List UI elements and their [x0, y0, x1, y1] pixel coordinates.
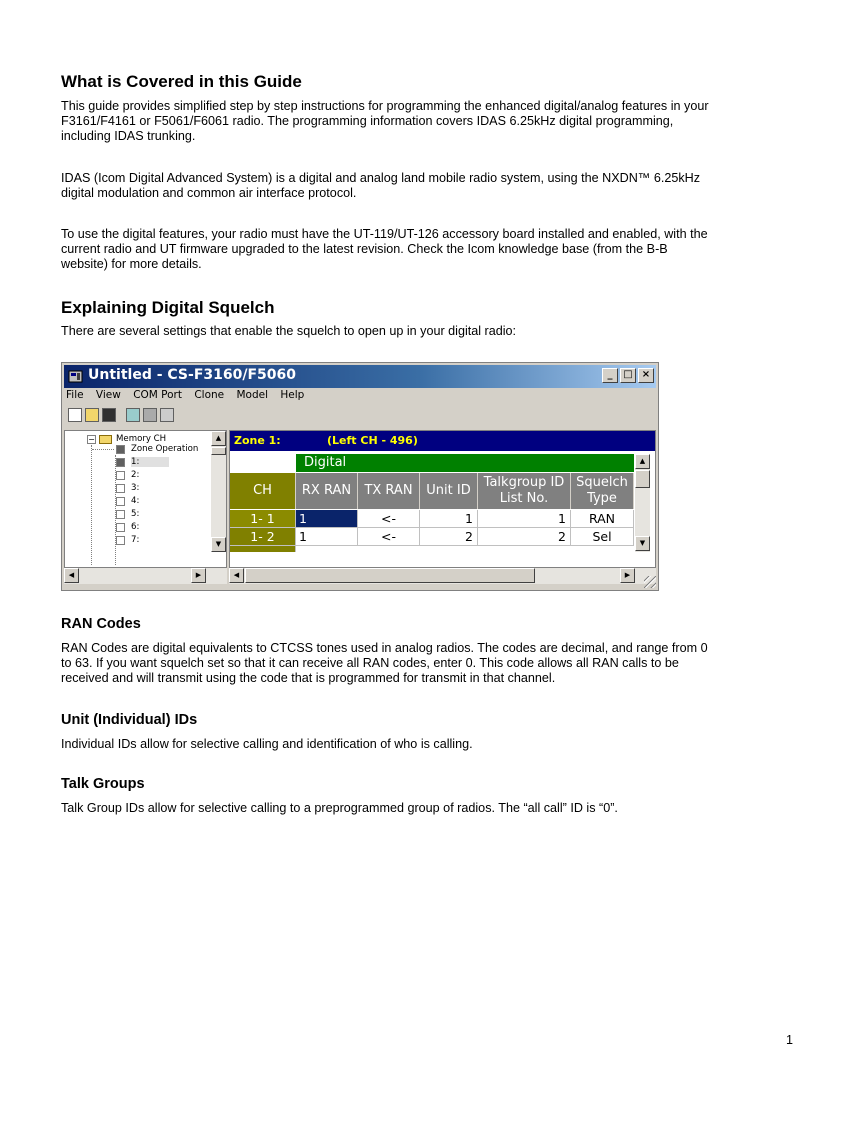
row-1-ch[interactable]: 1- 1: [230, 510, 296, 528]
page-number: 1: [786, 1033, 794, 1047]
tree-item-1[interactable]: 1:: [131, 457, 169, 467]
channel-grid: [229, 430, 656, 568]
save-disk-icon[interactable]: [102, 408, 116, 422]
row-2-rx-ran[interactable]: 1: [296, 528, 358, 546]
guide-paragraph-1: [61, 99, 801, 144]
scroll-down-icon[interactable]: ▼: [635, 536, 650, 551]
app-window: [61, 362, 659, 591]
menu-file[interactable]: File: [66, 389, 84, 401]
channel-icon: [116, 484, 125, 493]
scroll-thumb[interactable]: [245, 568, 535, 583]
text-line: RAN Codes are digital equivalents to CTCSS tones used in analog radios. The codes are decimal, and range from 0: [61, 641, 708, 655]
text-line: This guide provides simplified step by step instructions for programming the enhanced digital/analog features in your: [61, 99, 709, 113]
memory-tree: [64, 430, 227, 568]
channel-icon: [116, 497, 125, 506]
folder-icon: [99, 435, 112, 444]
scroll-up-icon[interactable]: ▲: [211, 431, 226, 446]
text-line: received and will transmit using the code that is programmed for transmit in that channel.: [61, 671, 556, 685]
channel-icon: [116, 536, 125, 545]
digital-group-header: Digital: [296, 454, 634, 472]
zone-bar: [230, 431, 656, 451]
channel-icon: [116, 458, 125, 467]
guide-paragraph-3: [61, 227, 801, 272]
open-folder-icon[interactable]: [85, 408, 99, 422]
row-1-talkgroup-list[interactable]: 1: [478, 510, 571, 528]
row-2-unit-id[interactable]: 2: [420, 528, 478, 546]
window-titlebar[interactable]: [64, 365, 656, 388]
menu-help[interactable]: Help: [280, 389, 305, 401]
menu-view[interactable]: View: [95, 389, 121, 401]
ran-codes-heading: RAN Codes: [61, 616, 141, 632]
close-button[interactable]: ×: [638, 368, 654, 383]
maximize-button[interactable]: □: [620, 368, 636, 383]
ran-codes-paragraph: [61, 641, 801, 686]
guide-paragraph-2: [61, 171, 801, 201]
column-header-ch[interactable]: CH: [230, 473, 296, 509]
text-line: IDAS (Icom Digital Advanced System) is a digital and analog land mobile radio system, using the NXDN™ 6.25kHz: [61, 171, 701, 185]
text-line: F3161/F4161 or F5061/F6061 radio. The programming information covers IDAS 6.25kHz digital programming,: [61, 114, 674, 128]
squelch-intro: There are several settings that enable the squelch to open up in your digital radio:: [61, 324, 517, 338]
text-line: digital modulation and common air interface protocol.: [61, 186, 357, 200]
tree-line: [92, 449, 114, 450]
tree-item-zone-operation[interactable]: Zone Operation: [131, 444, 199, 454]
scroll-left-icon[interactable]: ◀: [229, 568, 244, 583]
row-2-tx-ran[interactable]: <-: [358, 528, 420, 546]
zone-info: (Left CH - 496): [327, 434, 418, 447]
row-1-rx-ran[interactable]: 1: [296, 510, 358, 528]
text-line: to 63. If you want squelch set so that it can receive all RAN codes, enter 0. This code allows all RAN calls to be: [61, 656, 679, 670]
scroll-left-icon[interactable]: ◀: [64, 568, 79, 583]
row-2-ch[interactable]: 1- 2: [230, 528, 296, 546]
scroll-right-icon[interactable]: ▶: [191, 568, 206, 583]
tree-root-memory-ch[interactable]: Memory CH: [116, 434, 167, 444]
row-1-squelch-type[interactable]: RAN: [571, 510, 634, 528]
row-2-talkgroup-list[interactable]: 2: [478, 528, 571, 546]
tree-item-4[interactable]: 4:: [131, 496, 140, 506]
menu-com-port[interactable]: COM Port: [133, 389, 182, 401]
section-title-guide: What is Covered in this Guide: [61, 72, 302, 91]
channel-icon: [116, 471, 125, 480]
text-line: including IDAS trunking.: [61, 129, 196, 143]
tree-item-7[interactable]: 7:: [131, 535, 140, 545]
row-1-tx-ran[interactable]: <-: [358, 510, 420, 528]
tree-horizontal-scrollbar[interactable]: [64, 568, 227, 584]
scroll-right-icon[interactable]: ▶: [620, 568, 635, 583]
read-from-radio-icon[interactable]: [126, 408, 140, 422]
section-title-squelch: Explaining Digital Squelch: [61, 298, 275, 317]
tree-line: [91, 445, 92, 565]
talk-groups-heading: Talk Groups: [61, 776, 145, 792]
tree-item-2[interactable]: 2:: [131, 470, 140, 480]
tree-item-6[interactable]: 6:: [131, 522, 140, 532]
text-line: current radio and UT firmware upgraded to the latest revision. Check the Icom knowledge base (from the B-B: [61, 242, 668, 256]
unit-ids-paragraph: Individual IDs allow for selective calling and identification of who is calling.: [61, 737, 473, 751]
column-header-tx-ran[interactable]: TX RAN: [358, 473, 420, 509]
collapse-toggle-icon[interactable]: −: [88, 435, 95, 444]
scroll-thumb[interactable]: [211, 447, 226, 455]
row-1-unit-id[interactable]: 1: [420, 510, 478, 528]
menu-model[interactable]: Model: [236, 389, 269, 401]
talk-groups-paragraph: Talk Group IDs allow for selective calling to a preprogrammed group of radios. The “all call” ID is “0”.: [61, 801, 618, 815]
channel-icon: [116, 523, 125, 532]
channel-icon: [116, 510, 125, 519]
tree-item-3[interactable]: 3:: [131, 483, 140, 493]
text-line: website) for more details.: [61, 257, 202, 271]
menu-bar: [66, 389, 313, 406]
grid-horizontal-scrollbar[interactable]: [229, 568, 656, 584]
tree-item-5[interactable]: 5:: [131, 509, 140, 519]
zone-label: Zone 1:: [234, 434, 281, 447]
clone-radio-icon[interactable]: [160, 408, 174, 422]
zone-icon: [116, 445, 125, 454]
column-header-squelch-type[interactable]: Squelch Type: [571, 473, 634, 509]
window-title: Untitled - CS-F3160/F5060: [88, 367, 296, 383]
column-header-rx-ran[interactable]: RX RAN: [296, 473, 358, 509]
write-to-radio-icon[interactable]: [143, 408, 157, 422]
scroll-down-icon[interactable]: ▼: [211, 537, 226, 552]
unit-ids-heading: Unit (Individual) IDs: [61, 712, 198, 728]
menu-clone[interactable]: Clone: [194, 389, 225, 401]
column-header-unit-id[interactable]: Unit ID: [420, 473, 478, 509]
scroll-thumb[interactable]: [635, 470, 650, 488]
scroll-up-icon[interactable]: ▲: [635, 454, 650, 469]
new-file-icon[interactable]: [68, 408, 82, 422]
text-line: To use the digital features, your radio must have the UT-119/UT-126 accessory board installed and enabled, with the: [61, 227, 708, 241]
minimize-button[interactable]: _: [602, 368, 618, 383]
column-header-talkgroup-list[interactable]: Talkgroup ID List No.: [478, 473, 571, 509]
resize-grip-icon[interactable]: [644, 576, 656, 588]
row-2-squelch-type[interactable]: Sel: [571, 528, 634, 546]
radio-app-icon: [68, 369, 83, 384]
row-3-ch-partial: [230, 546, 296, 552]
